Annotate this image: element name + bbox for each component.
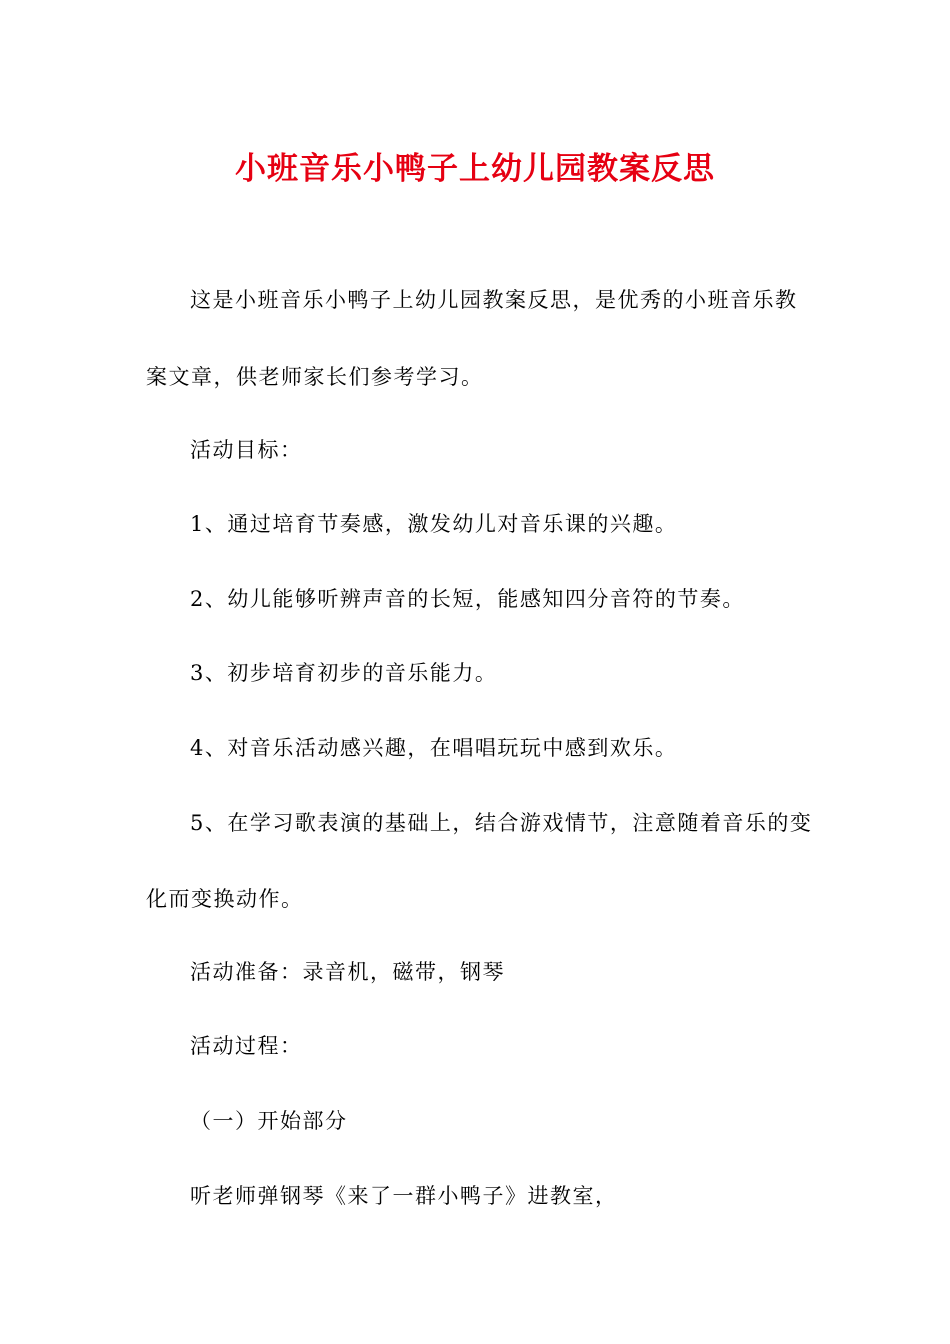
paragraph-line: 活动准备：录音机，磁带，钢琴	[190, 960, 505, 984]
document-title: 小班音乐小鸭子上幼儿园教案反思	[235, 151, 715, 187]
paragraph-line: （一）开始部分	[190, 1109, 348, 1133]
paragraph-line: 2、幼儿能够听辨声音的长短，能感知四分音符的节奏。	[190, 587, 745, 611]
paragraph-line: 化而变换动作。	[146, 887, 304, 911]
paragraph-line: 案文章，供老师家长们参考学习。	[146, 365, 484, 389]
paragraph-line: 活动目标：	[190, 438, 303, 462]
paragraph-line: 1、通过培育节奏感，激发幼儿对音乐课的兴趣。	[190, 512, 678, 536]
paragraph-line: 这是小班音乐小鸭子上幼儿园教案反思，是优秀的小班音乐教	[190, 288, 798, 312]
paragraph-line: 听老师弹钢琴《来了一群小鸭子》进教室，	[190, 1184, 618, 1208]
paragraph-line: 3、初步培育初步的音乐能力。	[190, 661, 498, 685]
paragraph-line: 活动过程：	[190, 1034, 303, 1058]
paragraph-line: 5、在学习歌表演的基础上，结合游戏情节，注意随着音乐的变	[190, 811, 813, 835]
paragraph-line: 4、对音乐活动感兴趣，在唱唱玩玩中感到欢乐。	[190, 736, 678, 760]
